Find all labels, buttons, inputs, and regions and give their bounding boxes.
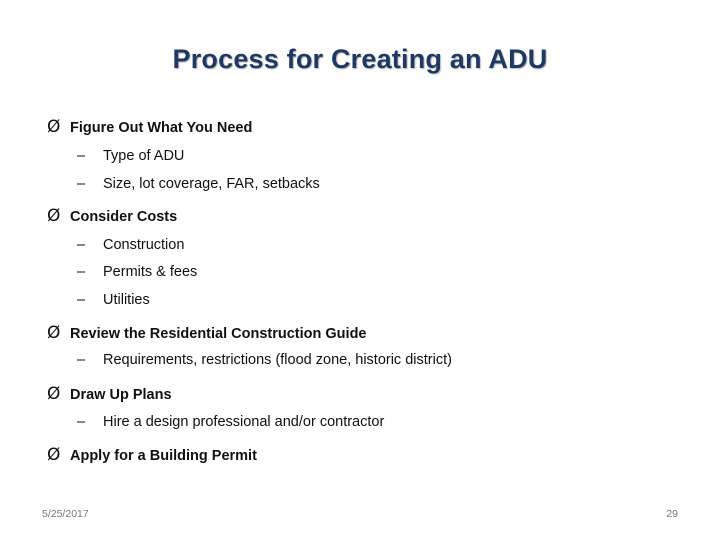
arrow-bullet-icon: Ø: [47, 323, 61, 343]
sub-bullet-text: Construction: [103, 237, 185, 253]
sub-bullet-text: Requirements, restrictions (flood zone, historic district): [103, 352, 452, 368]
slide-title: Process for Creating an ADU: [172, 44, 548, 74]
dash-bullet-icon: –: [77, 237, 86, 253]
dash-bullet-icon: –: [77, 148, 86, 164]
bullet-text: Figure Out What You Need: [70, 120, 253, 136]
bullet-text: Apply for a Building Permit: [70, 448, 257, 464]
sub-bullet-text: Utilities: [103, 292, 150, 308]
sub-bullet-text: Type of ADU: [103, 148, 185, 164]
dash-bullet-icon: –: [77, 292, 86, 308]
bullet-text: Draw Up Plans: [70, 387, 172, 403]
slide-number: 29: [666, 508, 678, 520]
dash-bullet-icon: –: [77, 414, 86, 430]
arrow-bullet-icon: Ø: [47, 384, 61, 404]
dash-bullet-icon: –: [77, 352, 86, 368]
dash-bullet-icon: –: [77, 264, 86, 280]
bullet-text: Consider Costs: [70, 209, 178, 225]
bullet-text: Review the Residential Construction Guide: [70, 326, 367, 342]
dash-bullet-icon: –: [77, 176, 86, 192]
arrow-bullet-icon: Ø: [47, 445, 61, 465]
arrow-bullet-icon: Ø: [47, 117, 61, 137]
footer-date: 5/25/2017: [42, 508, 89, 520]
sub-bullet-text: Size, lot coverage, FAR, setbacks: [103, 176, 320, 192]
sub-bullet-text: Hire a design professional and/or contractor: [103, 414, 385, 430]
sub-bullet-text: Permits & fees: [103, 264, 198, 280]
arrow-bullet-icon: Ø: [47, 206, 61, 226]
